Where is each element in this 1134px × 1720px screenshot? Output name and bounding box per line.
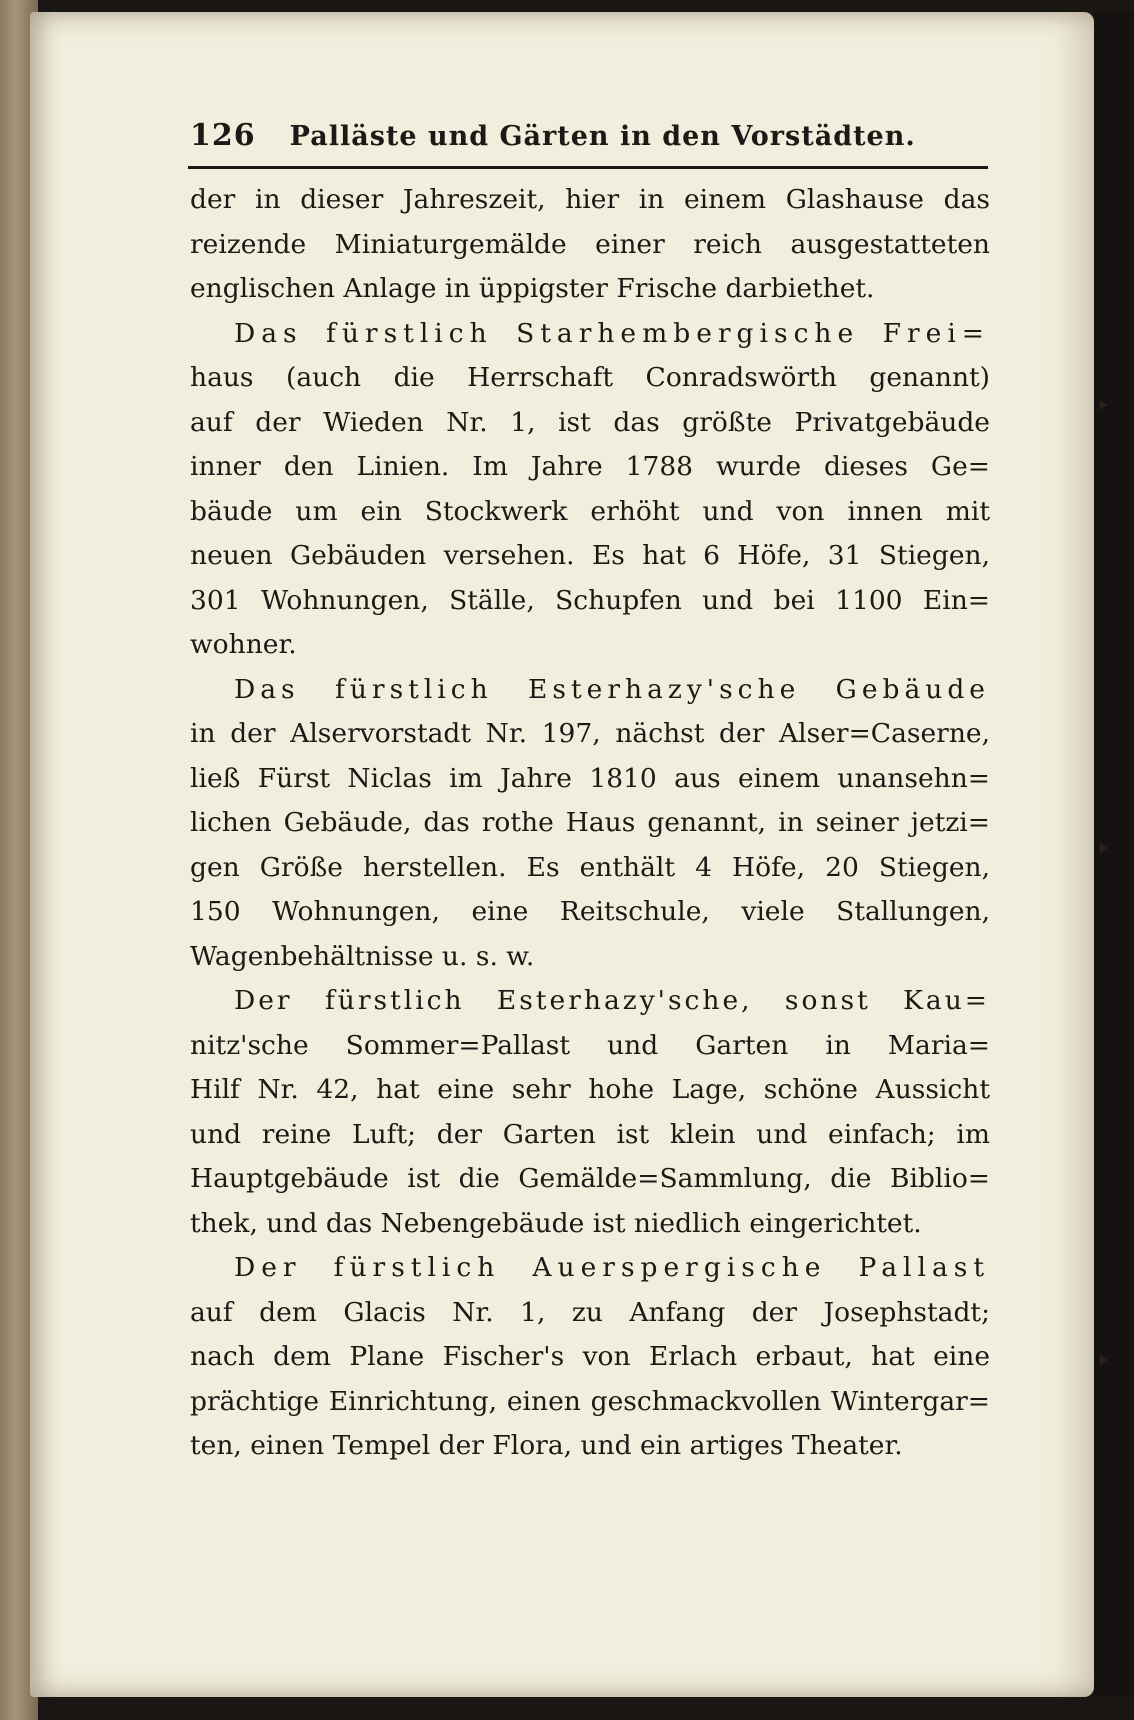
running-head: Palläste und Gärten in den Vorstädten. — [289, 121, 916, 152]
margin-mark-icon — [1100, 1355, 1107, 1365]
text-line: nach dem Plane Fischer's von Erlach erbaut, hat eine — [190, 1341, 990, 1372]
text-line: reizende Miniaturgemälde einer reich ausgestatteten — [190, 228, 990, 260]
text-line: lichen Gebäude, das rothe Haus genannt, in seiner jetzi= — [190, 807, 990, 838]
text-line: ließ Fürst Niclas im Jahre 1810 aus einem unansehn= — [190, 762, 990, 794]
text-line: prächtige Einrichtung, einen geschmackvollen Wintergar= — [190, 1385, 990, 1417]
text-line: Der fürstlich Auerspergische Pallast — [234, 1252, 990, 1283]
text-line: auf der Wieden Nr. 1, ist das größte Privatgebäude — [190, 406, 990, 438]
text-line: gen Größe herstellen. Es enthält 4 Höfe, 20 Stiegen, — [190, 851, 990, 883]
margin-mark-icon — [1100, 400, 1107, 410]
text-line: Der fürstlich Esterhazy'sche, sonst Kau= — [234, 985, 990, 1016]
body-text — [190, 178, 990, 1469]
text-line: englischen Anlage in üppigster Frische darbiethet. — [190, 273, 875, 304]
text-line: Hauptgebäude ist die Gemälde=Sammlung, die Biblio= — [190, 1163, 990, 1194]
text-line: ten, einen Tempel der Flora, und ein artiges Theater. — [190, 1430, 903, 1461]
binding-shadow — [1094, 12, 1134, 1697]
text-line: und reine Luft; der Garten ist klein und einfach; im — [190, 1118, 990, 1150]
text-line: thek, und das Nebengebäude ist niedlich eingerichtet. — [190, 1207, 922, 1239]
page-number: 126 — [190, 118, 256, 153]
margin-mark-icon — [1100, 843, 1107, 853]
header-rule — [188, 166, 988, 169]
text-line: nitz'sche Sommer=Pallast und Garten in Maria= — [190, 1029, 990, 1061]
text-line: bäude um ein Stockwerk erhöht und von innen mit — [190, 495, 990, 527]
text-line: 301 Wohnungen, Ställe, Schupfen und bei 1100 Ein= — [190, 584, 990, 616]
text-line: Das fürstlich Starhembergische Frei= — [234, 317, 990, 349]
text-line: wohner. — [190, 629, 297, 660]
page-header — [190, 118, 990, 168]
text-line: der in dieser Jahreszeit, hier in einem Glashause das — [190, 184, 990, 215]
text-line: Das fürstlich Esterhazy'sche Gebäude — [234, 673, 990, 705]
text-line: neuen Gebäuden versehen. Es hat 6 Höfe, 31 Stiegen, — [190, 540, 990, 571]
text-line: haus (auch die Herrschaft Conradswörth genannt) — [190, 362, 990, 393]
text-line: inner den Linien. Im Jahre 1788 wurde dieses Ge= — [190, 451, 990, 482]
text-line: 150 Wohnungen, eine Reitschule, viele Stallungen, — [190, 896, 990, 927]
text-line: Hilf Nr. 42, hat eine sehr hohe Lage, schöne Aussicht — [190, 1074, 990, 1105]
text-line: in der Alservorstadt Nr. 197, nächst der Alser=Caserne, — [190, 718, 990, 749]
text-line: auf dem Glacis Nr. 1, zu Anfang der Josephstadt; — [190, 1296, 990, 1328]
text-line: Wagenbehältnisse u. s. w. — [190, 940, 535, 972]
